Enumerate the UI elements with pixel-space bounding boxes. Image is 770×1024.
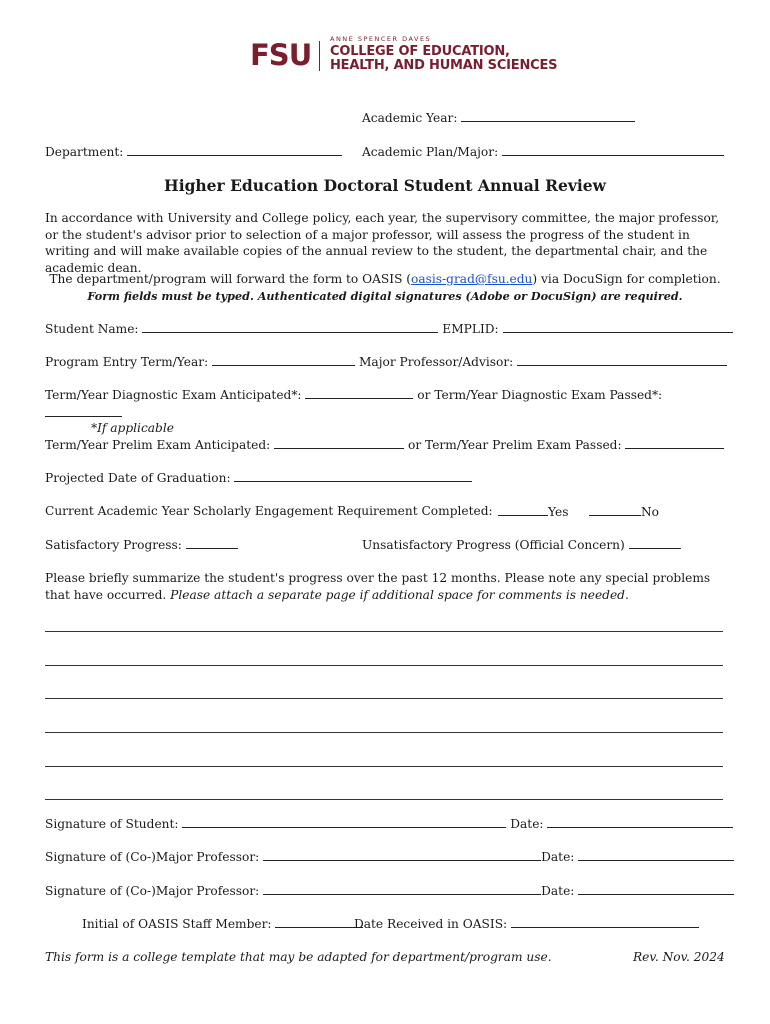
oasis-initial-line[interactable] bbox=[275, 916, 363, 928]
comajor-signature-1-line[interactable] bbox=[263, 849, 541, 861]
student-name-field[interactable] bbox=[45, 321, 733, 336]
intro-paragraph: In accordance with University and College policy, each year, the supervisory committee, the major professor, or the student's advisor prior to selection of a major professor, will assess the progress of the student in writing and will make available copies of the annual review to the student, the departmental chair, and the academic dean. bbox=[45, 211, 720, 275]
comajor-signature-1-label: Signature of (Co-)Major Professor: bbox=[45, 850, 260, 864]
yes-field[interactable] bbox=[498, 504, 568, 519]
department-line[interactable] bbox=[127, 144, 342, 156]
yes-line[interactable] bbox=[498, 504, 548, 516]
major-professor-label: Major Professor/Advisor: bbox=[358, 355, 514, 369]
no-label: No bbox=[641, 505, 660, 519]
date-received-label: Date Received in OASIS: bbox=[354, 917, 508, 931]
unsatisfactory-line[interactable] bbox=[629, 537, 681, 549]
oasis-staff-field[interactable] bbox=[82, 916, 363, 931]
oasis-suffix: ) via DocuSign for completion. bbox=[532, 272, 721, 286]
logo-line-2: HEALTH, AND HUMAN SCIENCES bbox=[330, 58, 558, 73]
logo-line-1: COLLEGE OF EDUCATION, bbox=[330, 44, 510, 59]
student-signature-label: Signature of Student: bbox=[45, 817, 179, 831]
comajor-signature-2-field[interactable] bbox=[45, 883, 734, 898]
academic-plan-line[interactable] bbox=[502, 144, 724, 156]
emplid-line[interactable] bbox=[503, 321, 733, 333]
academic-year-line[interactable] bbox=[461, 110, 635, 122]
oasis-prefix: The department/program will forward the form to OASIS ( bbox=[49, 272, 412, 286]
logo-small-text: ANNE SPENCER DAVES bbox=[330, 35, 432, 43]
department-field[interactable] bbox=[45, 144, 342, 159]
date-received-field[interactable] bbox=[354, 916, 699, 931]
student-signature-field[interactable] bbox=[45, 816, 733, 831]
comajor-signature-1-field[interactable] bbox=[45, 849, 734, 864]
date-received-line[interactable] bbox=[511, 916, 699, 928]
diag-anticipated-label: Term/Year Diagnostic Exam Anticipated*: bbox=[45, 388, 302, 402]
program-entry-label: Program Entry Term/Year: bbox=[45, 355, 209, 369]
form-fields-note: Form fields must be typed. Authenticated digital signatures (Adobe or DocuSign) are required. bbox=[87, 289, 683, 303]
graduation-label: Projected Date of Graduation: bbox=[45, 471, 231, 485]
graduation-line[interactable] bbox=[234, 470, 472, 482]
oasis-initial-label: Initial of OASIS Staff Member: bbox=[82, 917, 272, 931]
academic-year-label: Academic Year: bbox=[362, 111, 458, 125]
comajor-date-2-line[interactable] bbox=[578, 883, 734, 895]
prelim-passed-field[interactable] bbox=[408, 437, 724, 452]
unsatisfactory-label: Unsatisfactory Progress (Official Concern) bbox=[362, 538, 625, 552]
comajor-date-2-label: Date: bbox=[541, 884, 575, 898]
oasis-instruction bbox=[45, 272, 725, 286]
student-name-label: Student Name: bbox=[45, 322, 139, 336]
prelim-anticipated-line[interactable] bbox=[274, 437, 404, 449]
fsu-logo-mark: FSU bbox=[250, 38, 312, 72]
summary-italic-note: Please attach a separate page if additional space for comments is needed. bbox=[170, 587, 629, 602]
comajor-signature-2-line[interactable] bbox=[263, 883, 541, 895]
diag-anticipated-line[interactable] bbox=[305, 387, 413, 399]
student-name-line[interactable] bbox=[142, 321, 438, 333]
major-professor-line[interactable] bbox=[517, 354, 727, 366]
comment-line-5[interactable] bbox=[45, 766, 723, 767]
prelim-anticipated-label: Term/Year Prelim Exam Anticipated: bbox=[45, 438, 271, 452]
academic-year-field[interactable] bbox=[362, 110, 635, 125]
prelim-anticipated-field[interactable] bbox=[45, 437, 404, 452]
footer-note: This form is a college template that may be adapted for department/program use. bbox=[45, 950, 552, 964]
summary-instructions bbox=[45, 570, 725, 603]
student-date-line[interactable] bbox=[547, 816, 733, 828]
scholarly-engagement-label: Current Academic Year Scholarly Engagement Requirement Completed: bbox=[45, 504, 493, 518]
prelim-passed-line[interactable] bbox=[625, 437, 724, 449]
diag-passed-field[interactable] bbox=[45, 405, 122, 420]
page-title: Higher Education Doctoral Student Annual Review bbox=[164, 176, 606, 195]
program-entry-field[interactable] bbox=[45, 354, 727, 369]
prelim-passed-label: or Term/Year Prelim Exam Passed: bbox=[408, 438, 622, 452]
satisfactory-line[interactable] bbox=[186, 537, 238, 549]
graduation-field[interactable] bbox=[45, 470, 472, 485]
comment-line-4[interactable] bbox=[45, 732, 723, 733]
academic-plan-field[interactable] bbox=[362, 144, 724, 159]
comment-line-1[interactable] bbox=[45, 631, 723, 632]
diag-passed-line[interactable] bbox=[45, 405, 122, 417]
comment-line-3[interactable] bbox=[45, 698, 723, 699]
no-field[interactable] bbox=[589, 504, 659, 519]
revision-date: Rev. Nov. 2024 bbox=[633, 950, 725, 964]
comajor-date-1-label: Date: bbox=[541, 850, 575, 864]
diagnostic-exam-field[interactable] bbox=[45, 387, 662, 402]
satisfactory-field[interactable] bbox=[45, 537, 238, 552]
diag-passed-label: or Term/Year Diagnostic Exam Passed*: bbox=[417, 388, 663, 402]
yes-label: Yes bbox=[548, 505, 569, 519]
student-date-label: Date: bbox=[510, 817, 544, 831]
summary-text: Please briefly summarize the student's progress over the past 12 months. Please note any special problems that have occurred. bbox=[45, 571, 711, 602]
comajor-signature-2-label: Signature of (Co-)Major Professor: bbox=[45, 884, 260, 898]
comment-line-6[interactable] bbox=[45, 799, 723, 800]
comajor-date-1-line[interactable] bbox=[578, 849, 734, 861]
comment-line-2[interactable] bbox=[45, 665, 723, 666]
unsatisfactory-field[interactable] bbox=[362, 537, 681, 552]
if-applicable-note: *If applicable bbox=[91, 421, 174, 435]
department-label: Department: bbox=[45, 145, 124, 159]
emplid-label: EMPLID: bbox=[442, 322, 499, 336]
oasis-email-link[interactable]: oasis-grad@fsu.edu bbox=[411, 272, 533, 286]
student-signature-line[interactable] bbox=[182, 816, 506, 828]
satisfactory-label: Satisfactory Progress: bbox=[45, 538, 182, 552]
program-entry-line[interactable] bbox=[212, 354, 355, 366]
logo-divider bbox=[319, 41, 320, 71]
academic-plan-label: Academic Plan/Major: bbox=[362, 145, 499, 159]
no-line[interactable] bbox=[589, 504, 641, 516]
